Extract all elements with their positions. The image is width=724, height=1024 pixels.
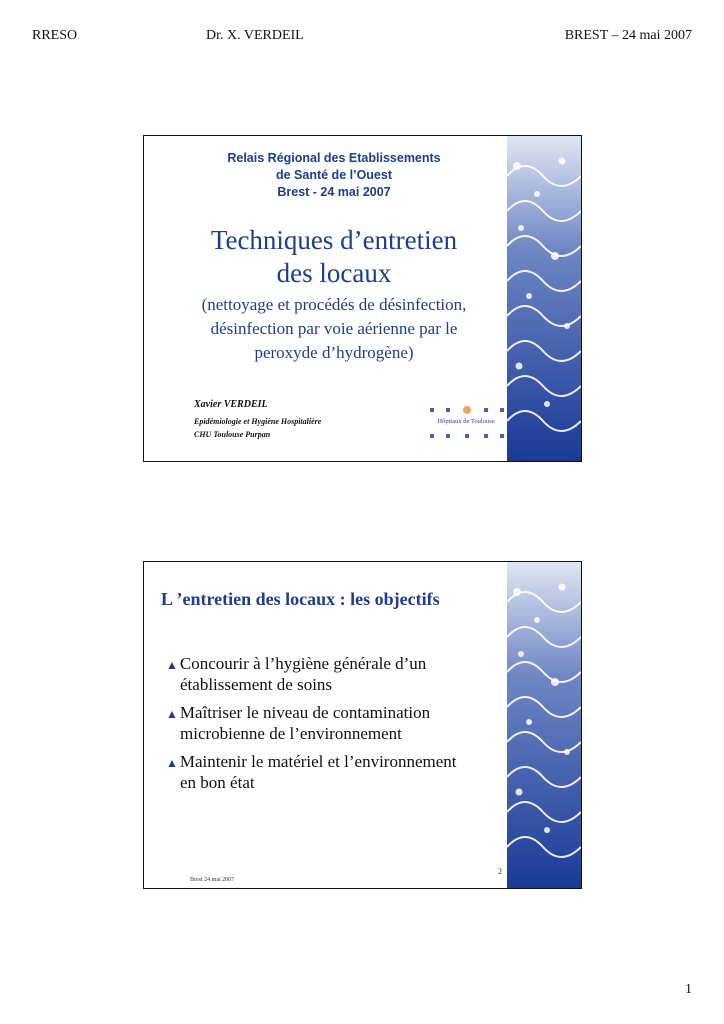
bullet-1-line-1: Concourir à l’hygiène générale d’un — [179, 654, 427, 673]
slide1-subtitle-line-1: Relais Régional des Etablissements — [227, 151, 441, 165]
triangle-bullet-icon: ▲ — [166, 756, 178, 770]
bullet-3-line-1: Maintenir le matériel et l’environnement — [179, 752, 457, 771]
slide1-paren-line-1: (nettoyage et procédés de désinfection, — [201, 295, 467, 314]
header-center: Dr. X. VERDEIL — [206, 28, 304, 43]
slide2-title: L ’entretien des locaux : les objectifs — [161, 589, 440, 609]
slide1-affiliation-line-1: Epidémiologie et Hygiène Hospitalière — [194, 417, 322, 426]
logo-text: Hôpitaux de Toulouse — [437, 418, 495, 425]
slide1-paren-line-2: désinfection par voie aérienne par le — [210, 319, 458, 338]
slide2-number: 2 — [498, 867, 502, 876]
slide1-author: Xavier VERDEIL — [194, 399, 268, 410]
slide1-subtitle-line-2: de Santé de l’Ouest — [275, 168, 392, 182]
bullet-3-line-2: en bon état — [180, 773, 255, 792]
page-number: 1 — [685, 982, 692, 997]
slide2-bullet-1 — [166, 654, 506, 695]
slide1-affiliation-line-2: CHU Toulouse Purpan — [194, 430, 271, 439]
slide-1 — [143, 135, 582, 462]
bullet-2-line-1: Maîtriser le niveau de contamination — [179, 703, 431, 722]
slide2-bullet-2 — [166, 703, 506, 744]
slide2-bullet-3 — [166, 752, 506, 793]
bullet-2-line-2: microbienne de l’environnement — [180, 724, 402, 743]
wave-decoration-image — [507, 562, 581, 888]
triangle-bullet-icon: ▲ — [166, 658, 178, 672]
slide1-paren-line-3: peroxyde d’hydrogène) — [254, 343, 414, 362]
slide-2 — [143, 561, 582, 889]
slide1-title-line-2: des locaux — [276, 258, 392, 288]
triangle-bullet-icon: ▲ — [166, 707, 178, 721]
hopitaux-toulouse-logo — [426, 406, 506, 446]
logo-dot-icon — [463, 406, 471, 414]
bullet-1-line-2: établissement de soins — [180, 675, 333, 694]
header-left: RRESO — [32, 28, 78, 43]
header-right: BREST – 24 mai 2007 — [564, 28, 692, 43]
slide2-footer-date: Brest 24 mai 2007 — [190, 877, 235, 883]
slide1-title-line-1: Techniques d’entretien — [210, 225, 458, 255]
slide1-subtitle-line-3: Brest - 24 mai 2007 — [277, 185, 391, 199]
